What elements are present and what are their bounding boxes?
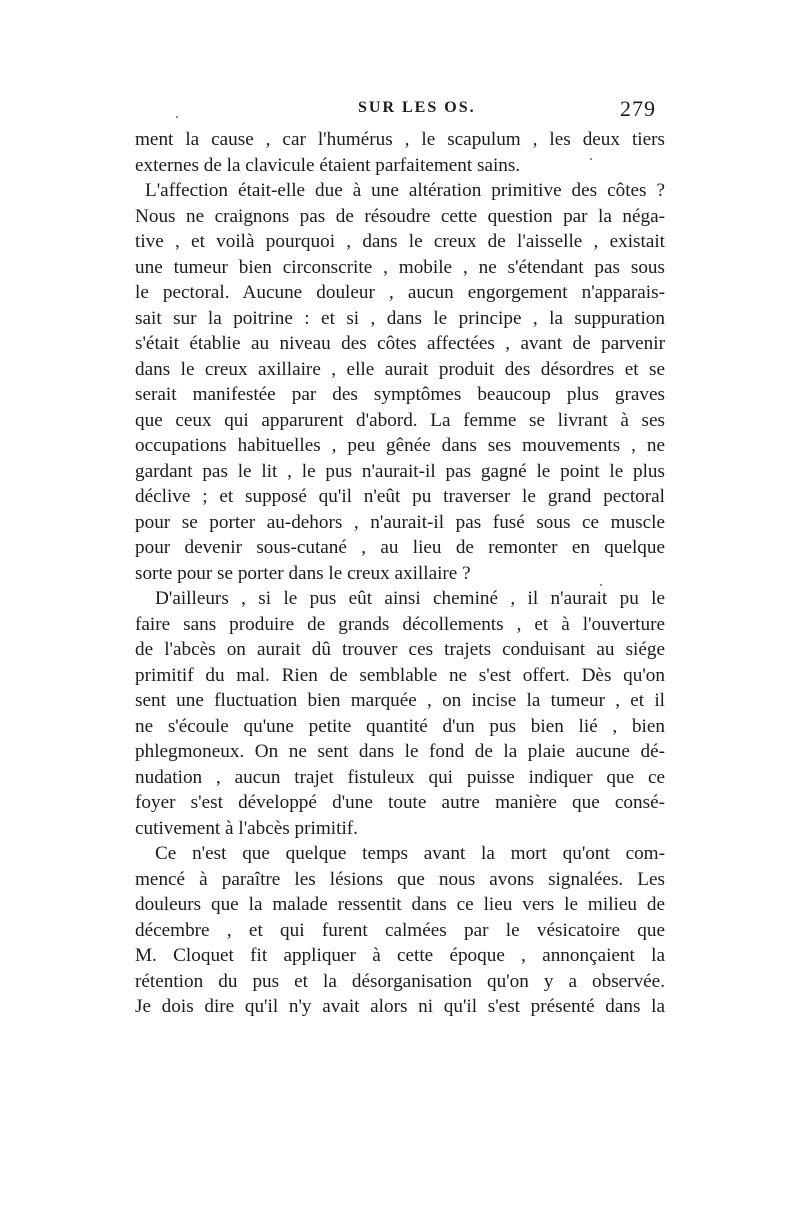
text-line: M. Cloquet fit appliquer à cette époque , annonçaient la	[135, 945, 665, 966]
text-line: L'affection était-elle due à une altération primitive des côtes ?	[145, 180, 665, 201]
text-line: pour devenir sous-cutané , au lieu de remonter en quelque	[135, 537, 665, 558]
body-text	[135, 127, 665, 1020]
text-line: foyer s'est développé d'une toute autre manière que consé-	[135, 792, 665, 813]
text-line: douleurs que la malade ressentit dans ce lieu vers le milieu de	[135, 894, 665, 915]
text-line: externes de la clavicule étaient parfaitement sains.	[135, 154, 521, 176]
text-line: décembre , et qui furent calmées par le vésicatoire que	[135, 919, 665, 941]
text-line: de l'abcès on aurait dû trouver ces trajets conduisant au siége	[135, 639, 665, 660]
text-line: nudation , aucun trajet fistuleux qui puisse indiquer que ce	[135, 766, 665, 788]
text-line: que ceux qui apparurent d'abord. La femme se livrant à ses	[135, 409, 665, 431]
text-line: s'était établie au niveau des côtes affectées , avant de parvenir	[135, 333, 665, 354]
text-line: Nous ne craignons pas de résoudre cette question par la néga-	[135, 205, 665, 227]
text-line: Ce n'est que quelque temps avant la mort qu'ont com-	[155, 843, 665, 864]
text-line: phlegmoneux. On ne sent dans le fond de la plaie aucune dé-	[135, 741, 665, 762]
text-line: mencé à paraître les lésions que nous avons signalées. Les	[135, 868, 665, 890]
text-line: tive , et voilà pourquoi , dans le creux de l'aisselle , existait	[135, 231, 665, 252]
running-title: SUR LES OS.	[358, 99, 476, 116]
page-number: 279	[620, 96, 656, 121]
text-line: cutivement à l'abcès primitif.	[135, 817, 358, 839]
text-line: dans le creux axillaire , elle aurait produit des désordres et se	[135, 358, 665, 380]
text-line: ment la cause , car l'humérus , le scapulum , les deux tiers	[135, 129, 665, 150]
print-speck	[590, 158, 592, 160]
print-speck	[176, 116, 178, 118]
text-line: gardant pas le lit , le pus n'aurait-il pas gagné le point le plus	[135, 460, 665, 482]
text-line: D'ailleurs , si le pus eût ainsi cheminé , il n'aurait pu le	[155, 588, 665, 609]
text-line: sorte pour se porter dans le creux axillaire ?	[135, 562, 471, 584]
text-line: ne s'écoule qu'une petite quantité d'un pus bien lié , bien	[135, 715, 665, 737]
text-line: le pectoral. Aucune douleur , aucun engorgement n'apparais-	[135, 282, 665, 303]
running-head	[0, 96, 800, 129]
text-line: sent une fluctuation bien marquée , on incise la tumeur , et il	[135, 690, 665, 711]
text-line: sait sur la poitrine : et si , dans le principe , la suppuration	[135, 307, 665, 329]
text-line: Je dois dire qu'il n'y avait alors ni qu'il s'est présenté dans la	[135, 996, 665, 1017]
text-line: primitif du mal. Rien de semblable ne s'est offert. Dès qu'on	[135, 664, 665, 686]
text-line: rétention du pus et la désorganisation qu'on y a observée.	[135, 970, 665, 992]
text-line: une tumeur bien circonscrite , mobile , ne s'étendant pas sous	[135, 256, 665, 278]
text-line: déclive ; et supposé qu'il n'eût pu traverser le grand pectoral	[135, 486, 665, 507]
print-speck	[600, 584, 602, 586]
text-line: serait manifestée par des symptômes beaucoup plus graves	[135, 384, 665, 405]
text-line: faire sans produire de grands décollements , et à l'ouverture	[135, 613, 665, 635]
text-line: occupations habituelles , peu gênée dans ses mouvements , ne	[135, 435, 665, 456]
text-line: pour se porter au-dehors , n'aurait-il pas fusé sous ce muscle	[135, 511, 665, 533]
